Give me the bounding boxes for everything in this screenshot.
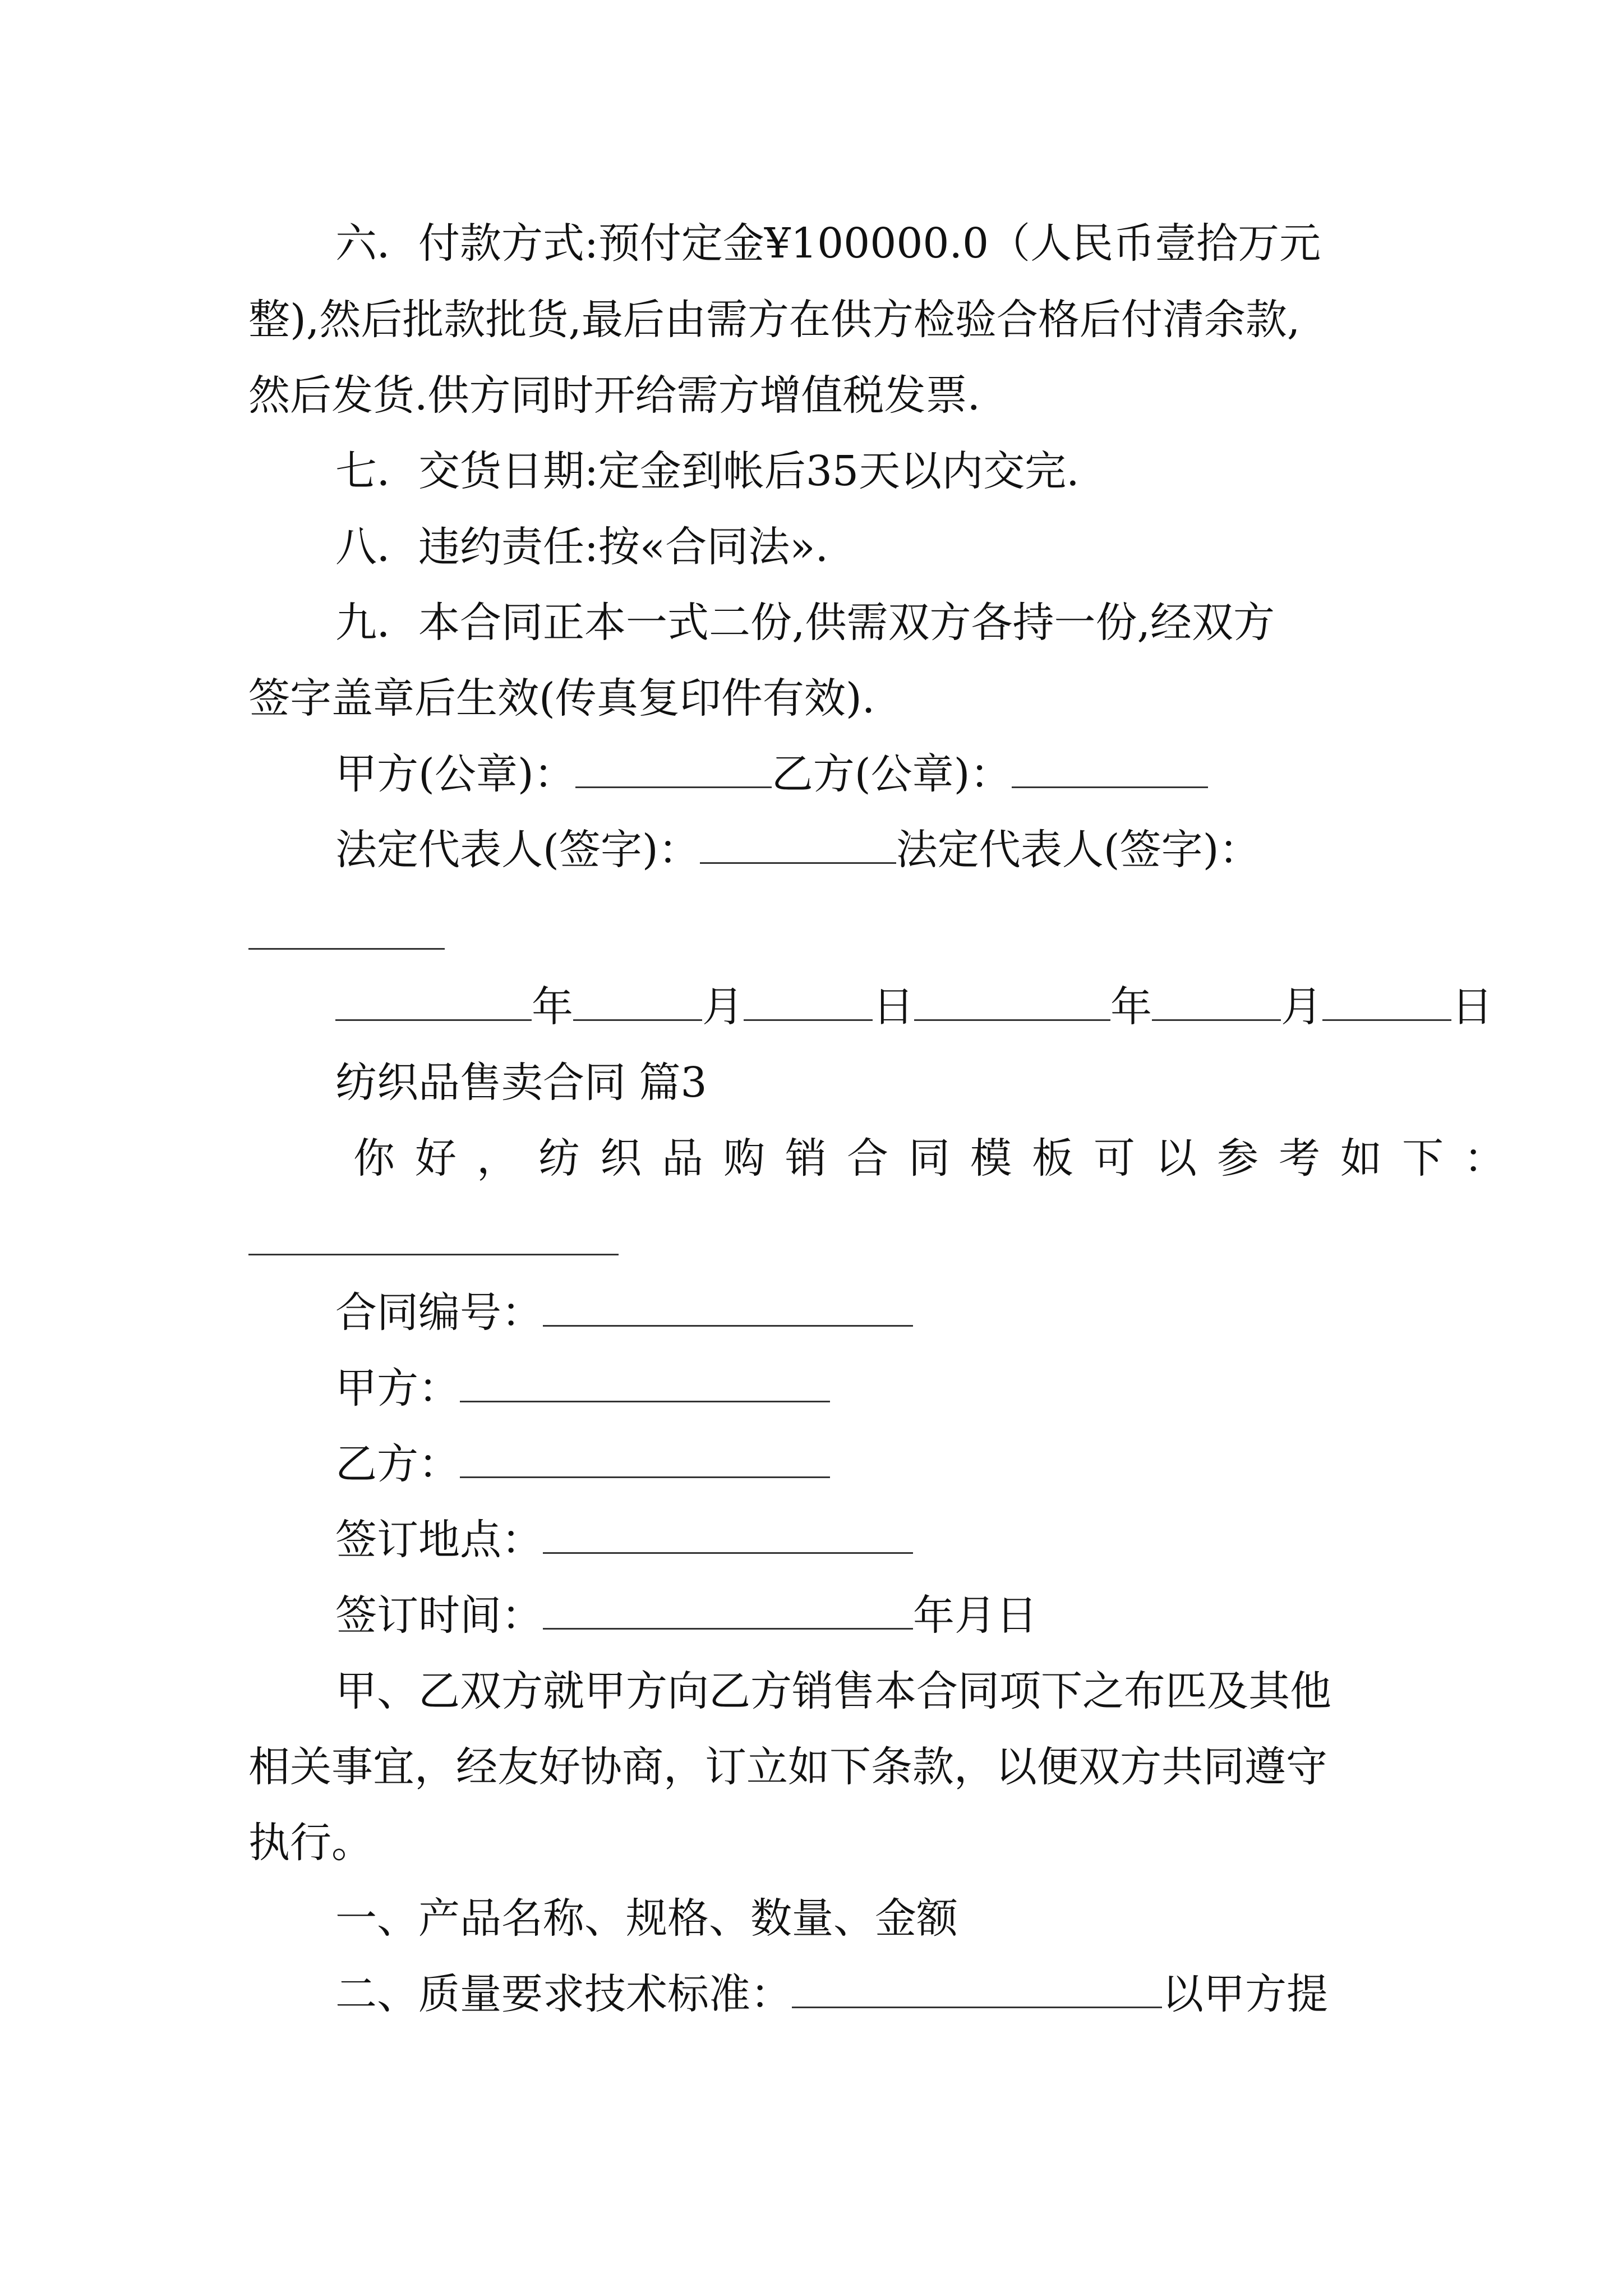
sign-time-label: 签订时间： — [335, 1591, 543, 1640]
clause-2 — [335, 1966, 1328, 2022]
paragraph-payment-line3: 然后发货.供方同时开给需方增值税发票. — [248, 371, 981, 420]
paragraph-payment-line2: 整),然后批款批货,最后由需方在供方检验合格后付清余款, — [248, 296, 1301, 344]
sign-place-label: 签订地点： — [335, 1516, 543, 1564]
party-a-seal-label: 甲方(公章)： — [335, 750, 575, 798]
contract-number-blank — [543, 1290, 913, 1327]
date-b-day-label: 日 — [1451, 983, 1493, 1031]
party-b-line — [335, 1436, 830, 1492]
party-b-seal-label: 乙方(公章)： — [771, 750, 1012, 798]
date-a-day-blank — [744, 984, 873, 1021]
clause-2-blank — [792, 1972, 1162, 2008]
section-heading: 纺织品售卖合同 篇3 — [335, 1059, 707, 1107]
party-b-seal-blank — [1012, 752, 1208, 788]
date-b-year-blank — [914, 984, 1110, 1021]
sign-time-suffix: 年月日 — [913, 1591, 1038, 1640]
intro-blank — [248, 1254, 619, 1255]
seal-line — [335, 746, 1208, 802]
preamble-line3: 执行。 — [248, 1819, 373, 1867]
intro-text: 你好，纺织品购销合同模板可以参考如下： — [353, 1134, 1525, 1182]
paragraph-copies-line2: 签字盖章后生效(传真复印件有效). — [248, 674, 875, 723]
party-b-label: 乙方： — [335, 1440, 460, 1488]
date-a-month-blank — [573, 984, 702, 1021]
sign-place-line — [335, 1512, 913, 1568]
party-a-line — [335, 1360, 830, 1416]
rep-a-label: 法定代表人(签字)： — [335, 826, 700, 874]
paragraph-copies-line1: 九．本合同正本一式二份,供需双方各持一份,经双方 — [335, 599, 1275, 647]
preamble-line2: 相关事宜，经友好协商，订立如下条款，以便双方共同遵守 — [248, 1743, 1327, 1791]
paragraph-payment-line1: 六．付款方式:预付定金¥100000.0（人民币壹拾万元 — [335, 219, 1321, 268]
clause-2-suffix: 以甲方提 — [1162, 1970, 1328, 2018]
sign-place-blank — [543, 1517, 913, 1554]
rep-b-blank — [248, 948, 445, 950]
preamble-line1: 甲、乙双方就甲方向乙方销售本合同项下之布匹及其他 — [335, 1667, 1331, 1715]
party-a-label: 甲方： — [335, 1364, 460, 1412]
clause-2-prefix: 二、质量要求技术标准： — [335, 1970, 792, 2018]
contract-number-line — [335, 1285, 913, 1341]
sign-time-blank — [543, 1593, 913, 1630]
date-b-month-blank — [1152, 984, 1281, 1021]
date-line — [335, 979, 1493, 1035]
rep-a-blank — [700, 827, 896, 864]
date-b-year-label: 年 — [1110, 983, 1152, 1031]
party-b-blank — [460, 1442, 830, 1478]
date-a-month-label: 月 — [702, 983, 744, 1031]
date-a-year-label: 年 — [532, 983, 573, 1031]
paragraph-delivery-date: 七．交货日期:定金到帐后35天以内交完. — [335, 447, 1080, 495]
paragraph-liability: 八．违约责任:按«合同法». — [335, 523, 829, 571]
contract-number-label: 合同编号： — [335, 1289, 543, 1337]
party-a-seal-blank — [575, 752, 772, 788]
date-a-day-label: 日 — [873, 983, 914, 1031]
rep-b-label: 法定代表人(签字)： — [896, 826, 1261, 874]
date-b-month-label: 月 — [1281, 983, 1322, 1031]
date-a-year-blank — [335, 984, 532, 1021]
representative-line — [335, 822, 1261, 878]
party-a-blank — [460, 1366, 830, 1402]
date-b-day-blank — [1322, 984, 1451, 1021]
sign-time-line — [335, 1588, 1038, 1644]
clause-1: 一、产品名称、规格、数量、金额 — [335, 1894, 958, 1943]
